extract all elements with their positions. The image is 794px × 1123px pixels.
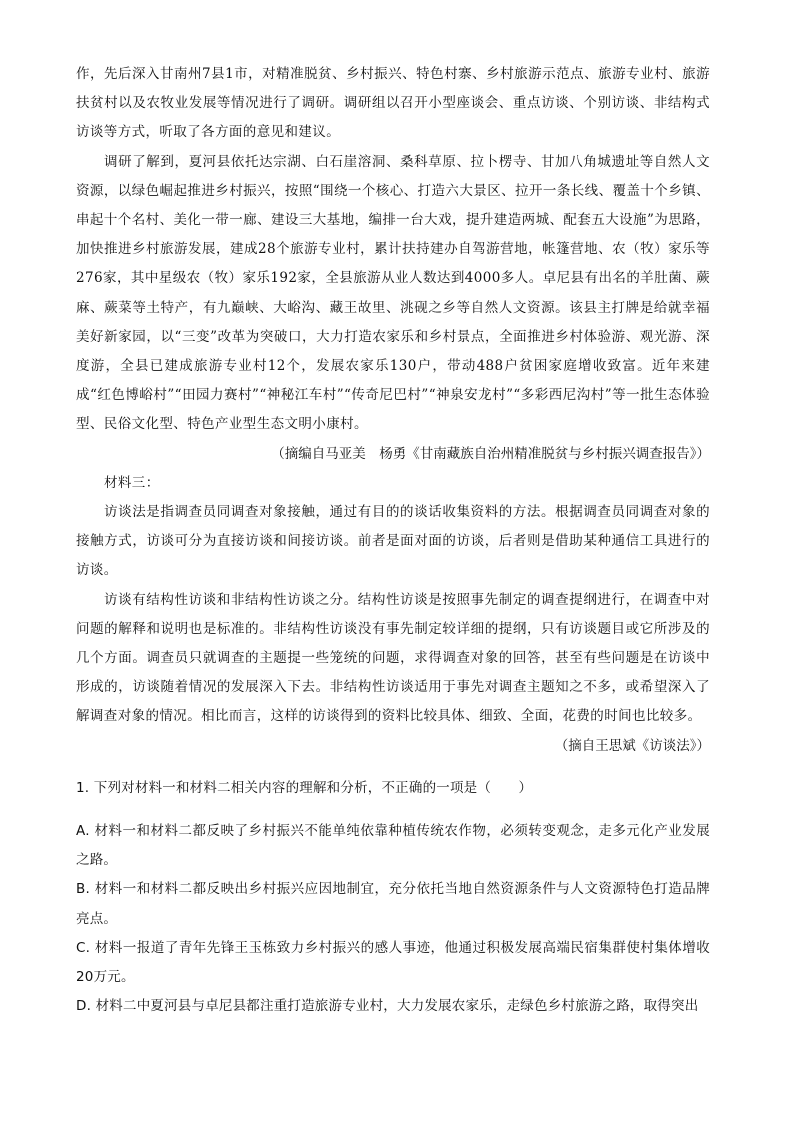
material-three-paragraph-1: 访谈法是指调查员同调查对象接触，通过有目的的谈话收集资料的方法。根据调查员同调查对象的接触方式，访谈可分为直接访谈和间接访谈。前者是面对面的访谈，后者则是借助某种通信工具进行的访谈。 (76, 504, 710, 579)
material-two-paragraph-1: 作，先后深入甘南州7县1市，对精准脱贫、乡村振兴、特色村寨、乡村旅游示范点、旅游专业村、旅游扶贫村以及农牧业发展等情况进行了调研。调研组以召开小型座谈会、重点访谈、个别访谈、非结构式访谈等方式，听取了各方面的意见和建议。 (76, 66, 710, 141)
question-1 (76, 774, 710, 1021)
material-two-paragraph-2: 调研了解到，夏河县依托达宗湖、白石崖溶洞、桑科草原、拉卜楞寺、甘加八角城遗址等自然人文资源，以绿色崛起推进乡村振兴，按照“围绕一个核心、打造六大景区、拉开一条长线、覆盖十个乡镇、串起十个名村、美化一带一廊、建设三大基地，编排一台大戏，提升建造两城、配套五大设施”为思路，加快推进乡村旅游发展，建成28个旅游专业村，累计扶持建办自驾游营地，帐篷营地、农（牧）家乐等276家，其中星级农（牧）家乐192家，全县旅游从业人数达到4000多人。卓尼县有出名的羊肚菌、蕨麻、蕨菜等土特产，有九巅峡、大峪沟、藏王故里、洮砚之乡等自然人文资源。该县主打牌是给就幸福美好新家园，以“三变”改革为突破口，大力打造农家乐和乡村景点，全面推进乡村体验游、观光游、深度游，全县已建成旅游专业村12个，发展农家乐130户，带动488户贫困家庭增收致富。近年来建成“红色博峪村”“田园力赛村”“神秘江车村”“传奇尼巴村”“神泉安龙村”“多彩西尼沟村”等一批生态体验型、民俗文化型、特色产业型生态文明小康村。 (76, 153, 710, 433)
option-letter: D. (76, 998, 92, 1015)
material-three-paragraph-2: 访谈有结构性访谈和非结构性访谈之分。结构性访谈是按照事先制定的调查提纲进行，在调查中对问题的解释和说明也是标准的。非结构性访谈没有事先制定较详细的提纲，只有访谈题目或它所涉及的几个方面。调查员只就调查的主题提一些笼统的问题，求得调查对象的回答，甚至有些问题是在访谈中形成的，访谈随着情况的发展深入下去。非结构性访谈适用于事先对调查主题知之不多，或希望深入了解调查对象的情况。相比而言，这样的访谈得到的资料比较具体、细致、全面，花费的时间也比较多。 (76, 591, 710, 725)
option-letter: C. (76, 939, 91, 956)
material-two-body (76, 60, 710, 440)
material-three-body (76, 469, 710, 732)
option-c (76, 934, 710, 992)
option-d (76, 992, 710, 1021)
option-text: 材料一和材料二都反映了乡村振兴不能单纯依靠种植传统农作物，必须转变观念，走多元化产业发展之路。 (76, 823, 710, 869)
question-stem: 1. 下列对材料一和材料二相关内容的理解和分析，不正确的一项是（ ） (76, 780, 533, 797)
material-three-citation: （摘自王思斌《访谈法》） (554, 737, 710, 754)
option-b (76, 875, 710, 933)
option-text: 材料一报道了青年先锋王玉栋致力乡村振兴的感人事迹，他通过积极发展高端民宿集群使村集体增收20万元。 (76, 939, 710, 986)
option-text: 材料二中夏河县与卓尼县都注重打造旅游专业村，大力发展农家乐，走绿色乡村旅游之路，取得突出 (95, 998, 699, 1015)
material-two-citation: （摘编自马亚美 杨勇《甘南藏族自治州精准脱贫与乡村振兴调查报告》） (271, 445, 710, 462)
option-text: 材料一和材料二都反映出乡村振兴应因地制宜，充分依托当地自然资源条件与人文资源特色打造品牌亮点。 (76, 881, 710, 927)
material-three-label: 材料三： (104, 474, 160, 491)
option-letter: A. (76, 823, 90, 840)
option-a (76, 817, 710, 875)
option-letter: B. (76, 881, 90, 898)
